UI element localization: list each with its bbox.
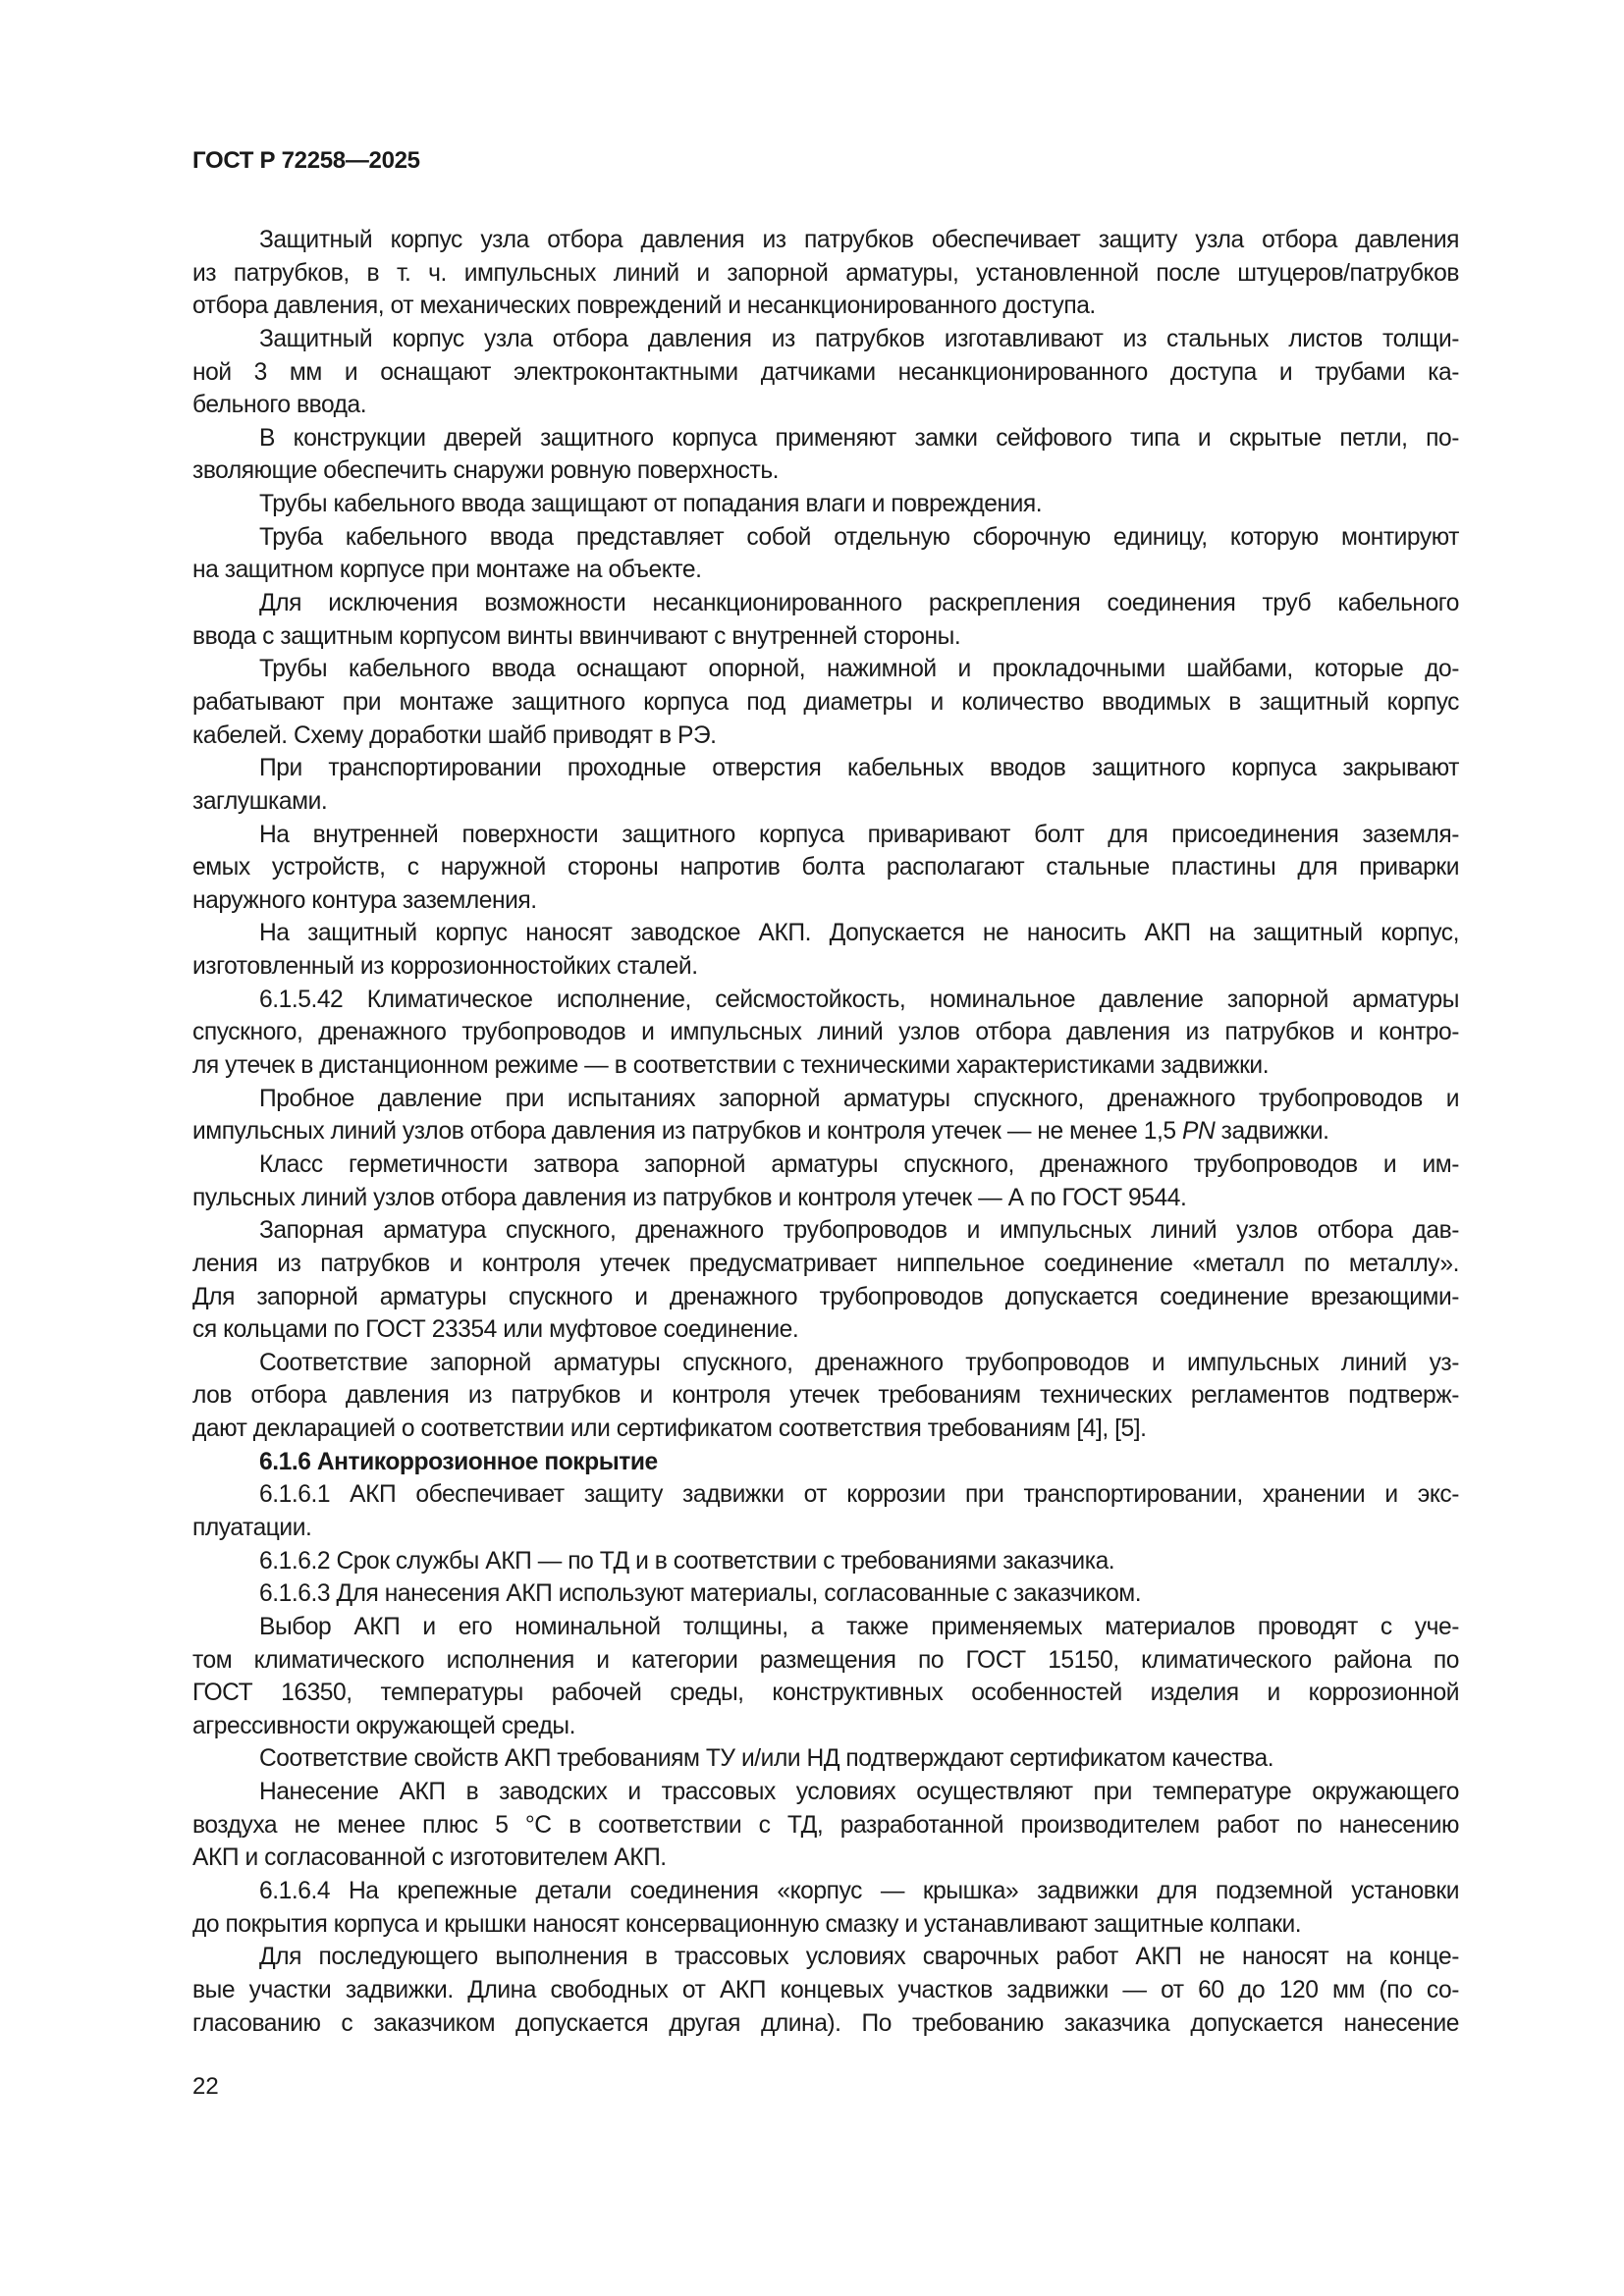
text-line: зволяющие обеспечить снаружи ровную поверхность.: [192, 457, 780, 485]
text-line: ГОСТ 16350, температуры рабочей среды, конструктивных особенностей изделия и коррозионной: [192, 1680, 1459, 1707]
text-line: гласованию с заказчиком допускается другая длина). По требованию заказчика допускается нанесение: [192, 2009, 1459, 2037]
page-number: 22: [192, 2073, 219, 2100]
text-line: Трубы кабельного ввода оснащают опорной, нажимной и прокладочными шайбами, которые до-: [259, 656, 1459, 683]
text-line: Для последующего выполнения в трассовых условиях сварочных работ АКП не наносят на конце-: [259, 1944, 1459, 1971]
text-line: Нанесение АКП в заводских и трассовых условиях осуществляют при температуре окружающего: [259, 1779, 1459, 1806]
text-line: 6.1.6.3 Для нанесения АКП используют материалы, согласованные с заказчиком.: [259, 1580, 1142, 1608]
text-line: АКП и согласованной с изготовителем АКП.: [192, 1844, 667, 1872]
text-line: наружного контура заземления.: [192, 886, 537, 914]
text-line: изготовленный из коррозионностойких сталей.: [192, 953, 698, 981]
text-line: ления из патрубков и контроля утечек предусматривает ниппельное соединение «металл по металлу».: [192, 1250, 1459, 1277]
document-body: [192, 224, 1459, 2040]
document-header: ГОСТ Р 72258—2025: [192, 147, 420, 174]
text-line: Выбор АКП и его номинальной толщины, а также применяемых материалов проводят с уче-: [259, 1613, 1459, 1640]
text-line: ля утечек в дистанционном режиме — в соответствии с техническими характеристиками задвижки.: [192, 1052, 1270, 1080]
text-line: вые участки задвижки. Длина свободных от АКП концевых участков задвижки — от 60 до 120 мм (по со-: [192, 1976, 1459, 2003]
text-line: Защитный корпус узла отбора давления из патрубков изготавливают из стальных листов толщи-: [259, 325, 1459, 352]
text-line: Трубы кабельного ввода защищают от попадания влаги и повреждения.: [259, 491, 1043, 518]
text-line: Защитный корпус узла отбора давления из патрубков обеспечивает защиту узла отбора давления: [259, 227, 1459, 253]
text-line: На внутренней поверхности защитного корпуса приваривают болт для присоединения заземля-: [259, 821, 1459, 848]
text-line: Для исключения возможности несанкционированного раскрепления соединения труб кабельного: [259, 590, 1459, 617]
text-line: Соответствие запорной арматуры спускного, дренажного трубопроводов и импульсных линий уз-: [259, 1349, 1459, 1376]
text-line: Пробное давление при испытаниях запорной арматуры спускного, дренажного трубопроводов и: [259, 1085, 1459, 1112]
text-line: на защитном корпусе при монтаже на объекте.: [192, 557, 702, 584]
text-line: 6.1.5.42 Климатическое исполнение, сейсмостойкость, номинальное давление запорной арматуры: [259, 986, 1459, 1013]
text-line: ввода с защитным корпусом винты ввинчивают с внутренней стороны.: [192, 622, 961, 650]
text-line: из патрубков, в т. ч. импульсных линий и запорной арматуры, установленной после штуцеров/патрубков: [192, 259, 1459, 287]
text-line: При транспортировании проходные отверстия кабельных вводов защитного корпуса закрывают: [259, 755, 1459, 782]
text-line: плуатации.: [192, 1514, 312, 1541]
pn-symbol: PN: [1182, 1118, 1216, 1146]
text-line: до покрытия корпуса и крышки наносят консервационную смазку и устанавливают защитные колпаки.: [192, 1910, 1302, 1938]
text-line: заглушками.: [192, 787, 328, 815]
text-line: импульсных линий узлов отбора давления из патрубков и контроля утечек — не менее 1,5 PN задвижки.: [192, 1118, 1329, 1146]
text-line: ной 3 мм и оснащают электроконтактными датчиками несанкционированного доступа и трубами ка-: [192, 358, 1459, 386]
text-line: Соответствие свойств АКП требованиям ТУ и/или НД подтверждают сертификатом качества.: [259, 1745, 1274, 1773]
text-line: воздуха не менее плюс 5 °С в соответствии с ТД, разработанной производителем работ по нанесению: [192, 1811, 1459, 1839]
text-line: 6.1.6.4 На крепежные детали соединения «корпус — крышка» задвижки для подземной установки: [259, 1878, 1459, 1905]
text-line: ся кольцами по ГОСТ 23354 или муфтовое соединение.: [192, 1316, 799, 1344]
text-line: 6.1.6.1 АКП обеспечивает защиту задвижки от коррозии при транспортировании, хранении и экс-: [259, 1481, 1459, 1509]
text-line: На защитный корпус наносят заводское АКП. Допускается не наносить АКП на защитный корпус,: [259, 920, 1459, 947]
text-line: лов отбора давления из патрубков и контроля утечек требованиям технических регламентов подтверж-: [192, 1382, 1459, 1410]
text-line: кабелей. Схему доработки шайб приводят в РЭ.: [192, 721, 717, 749]
text-line: Для запорной арматуры спускного и дренажного трубопроводов допускается соединение врезающими-: [192, 1283, 1459, 1310]
text-line: спускного, дренажного трубопроводов и импульсных линий узлов отбора давления из патрубков и контро-: [192, 1019, 1459, 1046]
text-line: Запорная арматура спускного, дренажного трубопроводов и импульсных линий узлов отбора дав-: [259, 1217, 1459, 1245]
text-line: том климатического исполнения и категории размещения по ГОСТ 15150, климатического района по: [192, 1646, 1459, 1674]
text-line: 6.1.6.2 Срок службы АКП — по ТД и в соответствии с требованиями заказчика.: [259, 1547, 1115, 1575]
text-line: В конструкции дверей защитного корпуса применяют замки сейфового типа и скрытые петли, по-: [259, 424, 1459, 452]
text-line: отбора давления, от механических повреждений и несанкционированного доступа.: [192, 293, 1096, 320]
text-line: агрессивности окружающей среды.: [192, 1712, 576, 1739]
section-heading: 6.1.6 Антикоррозионное покрытие: [259, 1448, 658, 1475]
text-line: рабатывают при монтаже защитного корпуса под диаметры и количество вводимых в защитный корпус: [192, 688, 1459, 716]
text-line: дают декларацией о соответствии или сертификатом соответствия требованиям [4], [5].: [192, 1415, 1147, 1443]
text-line: Класс герметичности затвора запорной арматуры спускного, дренажного трубопроводов и им-: [259, 1150, 1459, 1178]
text-line: Труба кабельного ввода представляет собой отдельную сборочную единицу, которую монтируют: [259, 523, 1459, 551]
text-line: емых устройств, с наружной стороны напротив болта располагают стальные пластины для приварки: [192, 854, 1459, 881]
text-line: бельного ввода.: [192, 392, 367, 419]
text-line: пульсных линий узлов отбора давления из патрубков и контроля утечек — А по ГОСТ 9544.: [192, 1184, 1187, 1211]
